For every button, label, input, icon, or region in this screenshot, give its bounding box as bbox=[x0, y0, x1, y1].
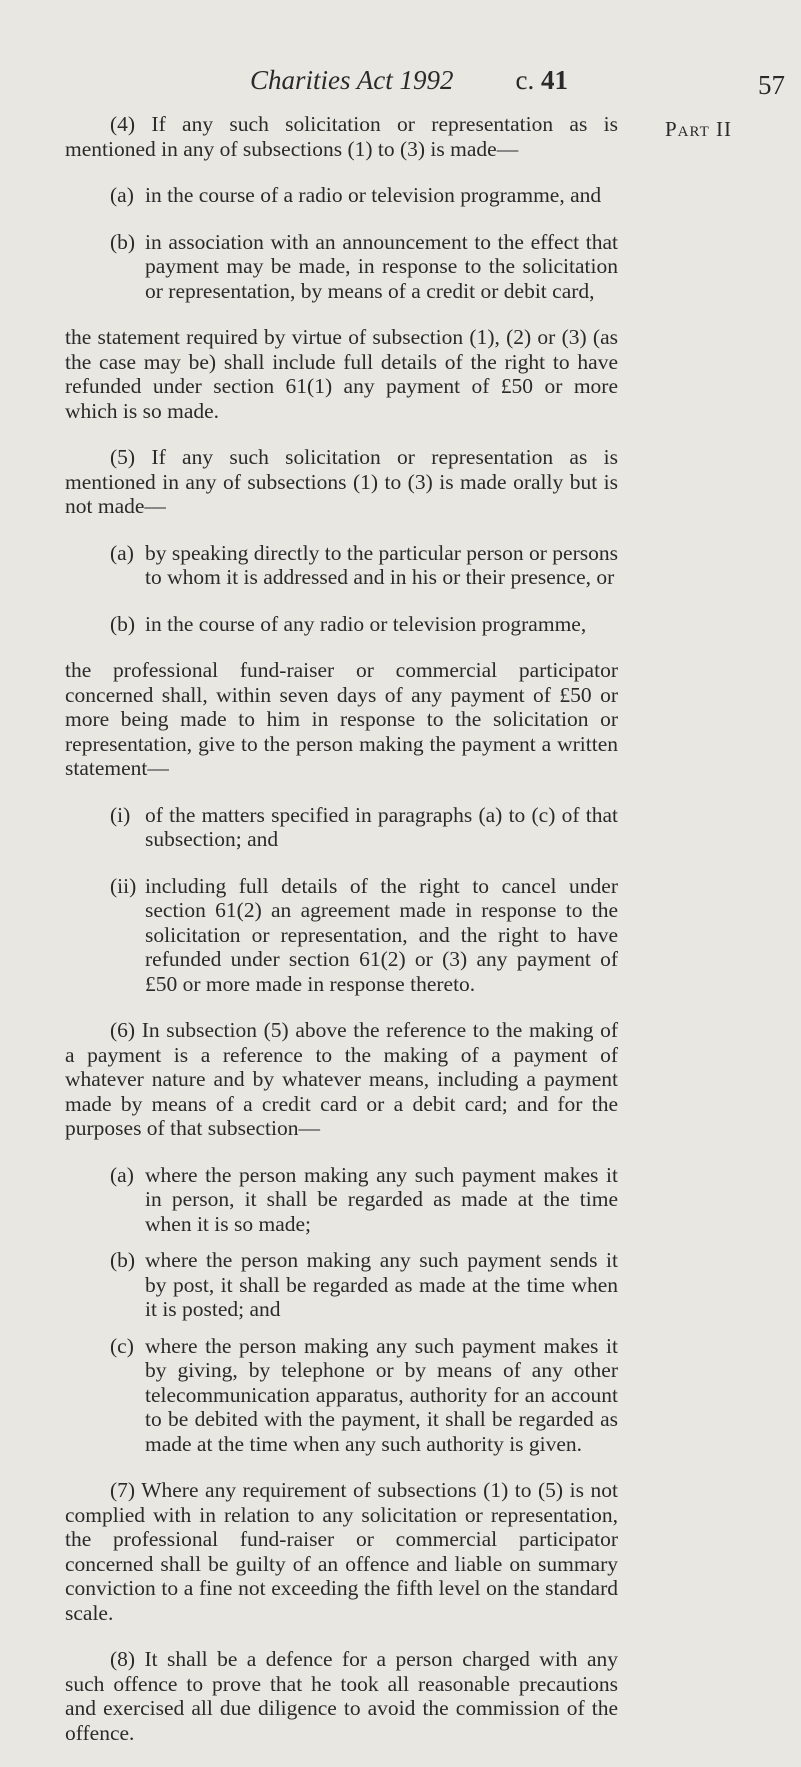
item-text: in the course of any radio or television programme, bbox=[145, 611, 587, 636]
subsection-5-item-b bbox=[65, 612, 618, 637]
subsection-6-intro: (6) In subsection (5) above the reference to the making of a payment is a reference to the making of a payment of whatever nature and by whatever means, including a payment made by means of a credit card or a debit card; and for the purposes of that subsection— bbox=[65, 1018, 618, 1140]
chapter-reference bbox=[516, 64, 568, 96]
item-label: (b) bbox=[110, 1248, 136, 1272]
page-number: 57 bbox=[758, 70, 785, 100]
subsection-4-intro: (4) If any such solicitation or representation as is mentioned in any of subsections (1) to (3) is made— bbox=[65, 112, 618, 161]
part-marginal-note: Part II bbox=[665, 117, 733, 141]
statute-body bbox=[65, 112, 618, 1767]
item-text: of the matters specified in paragraphs (a) to (c) of that subsection; and bbox=[145, 802, 618, 851]
subsection-4-item-b bbox=[65, 230, 618, 304]
item-label: (c) bbox=[110, 1333, 134, 1358]
subsection-5-item-a bbox=[65, 541, 618, 590]
chapter-number: 41 bbox=[541, 65, 568, 95]
subsection-8: (8) It shall be a defence for a person charged with any such offence to prove that he took all reasonable precautions and exercised all due diligence to avoid the commission of the offence. bbox=[65, 1647, 618, 1745]
item-label: (b) bbox=[110, 611, 136, 636]
item-text: in the course of a radio or television programme, and bbox=[145, 183, 602, 207]
item-label: (i) bbox=[110, 802, 131, 827]
subsection-6-item-c bbox=[65, 1334, 618, 1457]
item-label: (a) bbox=[110, 183, 134, 207]
subsection-6-item-b bbox=[65, 1248, 618, 1322]
subsection-6-item-a bbox=[65, 1163, 618, 1237]
item-text: including full details of the right to cancel under section 61(2) an agreement made in response to the solicitation or representation, and the right to have refunded under section 61(2) or (3) any payment of £50 or more made in response thereto. bbox=[145, 873, 618, 996]
subsection-7: (7) Where any requirement of subsections (1) to (5) is not complied with in relation to any solicitation or representation, the professional fund-raiser or commercial participator concerned shall be guilty of an offence and liable on summary conviction to a fine not exceeding the fifth level on the standard scale. bbox=[65, 1478, 618, 1625]
act-title: Charities Act 1992 bbox=[250, 65, 454, 95]
item-text: where the person making any such payment sends it by post, it shall be regarded as made at the time when it is posted; and bbox=[145, 1248, 618, 1321]
item-text: where the person making any such payment makes it in person, it shall be regarded as made at the time when it is so made; bbox=[145, 1162, 618, 1236]
item-label: (ii) bbox=[110, 873, 137, 898]
subsection-4-item-a bbox=[65, 183, 618, 208]
subsection-5-item-i bbox=[65, 803, 618, 852]
item-label: (a) bbox=[110, 540, 134, 565]
subsection-5-item-ii bbox=[65, 874, 618, 997]
item-text: by speaking directly to the particular person or persons to whom it is addressed and in his or their presence, or bbox=[145, 540, 618, 589]
subsection-5-tail: the professional fund-raiser or commercial participator concerned shall, within seven days of any payment of £50 or more being made to him in response to the solicitation or representation, give to the person making the payment a written statement— bbox=[65, 658, 618, 780]
chapter-prefix: c. bbox=[515, 65, 535, 95]
item-text: where the person making any such payment makes it by giving, by telephone or by means of any other telecommunication apparatus, authority for an account to be debited with the payment, it shall be regarded as made at the time when any such authority is given. bbox=[145, 1333, 618, 1456]
item-label: (a) bbox=[110, 1162, 134, 1187]
item-label: (b) bbox=[110, 229, 136, 254]
subsection-5-intro: (5) If any such solicitation or representation as is mentioned in any of subsections (1) to (3) is made orally but is not made— bbox=[65, 445, 618, 518]
item-text: in association with an announcement to the effect that payment may be made, in response to the solicitation or representation, by means of a credit or debit card, bbox=[145, 229, 618, 303]
subsection-4-tail: the statement required by virtue of subsection (1), (2) or (3) (as the case may be) shall include full details of the right to have refunded under section 61(1) any payment of £50 or more which is so made. bbox=[65, 325, 618, 423]
